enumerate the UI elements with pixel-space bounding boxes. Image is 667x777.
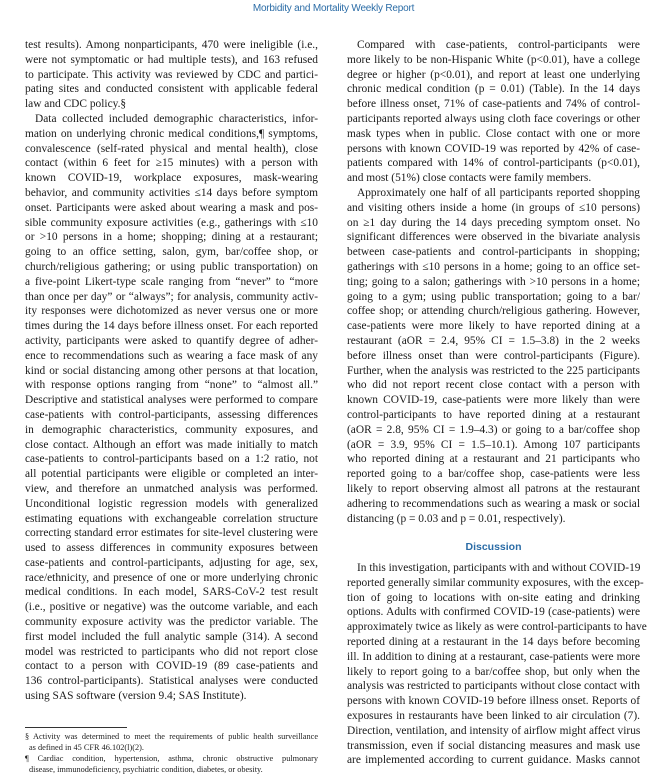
text-line: and visiting others inside a home (in groups of ≤10 persons) — [347, 201, 640, 214]
paragraph — [25, 112, 318, 704]
text-line: church/religious gathering; or using public transportation) on — [25, 260, 318, 273]
text-line: first model included the full analytic sample (314). A second — [25, 630, 318, 643]
text-line: known COVID-19, workplace exposures, mask-wearing — [25, 172, 318, 185]
text-line: Compared with case-patients, control-participants were — [357, 39, 640, 51]
text-line: onset. Participants were asked about wearing a mask and pos- — [25, 201, 318, 214]
text-line: patients compared with 14% of control-participants (p<0.01), — [347, 157, 640, 170]
text-line: ting; going to a salon; gatherings with >10 persons in a home; — [347, 275, 640, 288]
text-line: (aOR = 2.8, 95% CI = 1.9–4.3) or going to a bar/coffee shop — [347, 423, 640, 436]
text-line: degree or higher (p<0.01), and report at least one underlying — [347, 68, 640, 81]
text-line: known COVID-19, case-patients were more likely than were — [347, 394, 640, 407]
text-line: test results). Among nonparticipants, 470 were ineligible (i.e., — [25, 39, 318, 51]
text-line: view, and therefore an unmatched analysis was performed. — [25, 482, 318, 495]
paragraph — [25, 38, 318, 112]
text-line: going to an office setting, salon, gym, bar/coffee shop, or — [25, 246, 318, 259]
text-line: tion of going to locations with on-site eating and drinking — [347, 591, 640, 604]
text-line: adhering to recommendations such as wearing a mask or social — [347, 497, 640, 510]
text-line: on ≥1 day during the 14 days preceding symptom onset. No — [347, 216, 640, 229]
text-line: close contact. Although an effort was made initially to match — [25, 438, 318, 451]
text-line: activity, participants were asked to quantify degree of adher- — [25, 334, 318, 347]
text-line: approximately twice as likely as were control-participants to have — [347, 621, 647, 634]
text-line: and most (51%) close contacts were family members. — [347, 172, 592, 185]
text-line: a five-point Likert-type scale ranging from “never” to “more — [25, 275, 318, 288]
text-line: going to a gym; using public transportation; going to a bar/ — [347, 290, 640, 303]
text-line: than once per day” or “always”; for analysis, community activ- — [25, 290, 318, 303]
text-line: contact (within 6 feet for ≥15 minutes) with a person with — [25, 157, 318, 170]
text-line: control-participants to have reported dining at a restaurant — [347, 408, 640, 421]
text-line: reported going to a bar/coffee shop, case-patients were less — [347, 468, 640, 481]
text-line: persons with known COVID-19 was reported by 42% of case- — [347, 142, 640, 155]
text-line: coffee shop; or attending church/religious gathering. However, — [347, 305, 640, 318]
discussion-section — [347, 561, 647, 768]
text-line: ill. In addition to dining at a restaurant, case-patients were more — [347, 650, 640, 663]
text-line: Direction, ventilation, and intensity of airflow might affect virus — [347, 724, 641, 737]
text-line: correcting standard error estimates for site-level clustering were — [25, 527, 318, 540]
text-line: participants reported always using cloth face coverings or other — [347, 112, 640, 125]
text-line: sible community exposure activities (e.g., gatherings with ≤10 — [25, 216, 318, 229]
text-line: (aOR = 3.9, 95% CI = 1.5–10.1). Among 107 participants — [347, 438, 640, 451]
left-column — [25, 38, 318, 704]
text-line: options. Adults with confirmed COVID-19 (case-patients) were — [347, 606, 640, 619]
text-line: case-patients to control-participants based on a 1:2 ratio, not — [25, 453, 318, 466]
text-line: before illness onset, 71% of case-patients and 74% of control- — [347, 98, 640, 111]
text-line: with response options ranging from “none” to “almost all.” — [25, 379, 318, 392]
text-line: to participate. This activity was reviewed by CDC and partici- — [25, 68, 318, 81]
text-line: law and CDC policy.§ — [25, 98, 127, 111]
text-line: restaurant (aOR = 2.4, 95% CI = 1.5–3.8) in the 2 weeks — [347, 334, 640, 347]
text-line: In this investigation, participants with and without COVID-19 — [357, 562, 641, 574]
text-line: persons with known COVID-19 before illness onset. Reports of — [347, 695, 640, 708]
text-line: times during the 14 days before illness onset. For each reported — [25, 320, 318, 333]
text-line: (i.e., positive or negative) was the outcome variable, and each — [25, 601, 318, 614]
text-line: ence to recommendations such as wearing a face mask of any — [25, 349, 318, 362]
text-line: pating sites and conducted consistent with applicable federal — [25, 83, 318, 96]
text-line: analysis was restricted to participants without close contact with — [347, 680, 640, 693]
text-line: Unconditional logistic regression models with generalized — [25, 497, 318, 510]
text-line: used to assess differences in community exposures between — [25, 542, 318, 555]
text-line: convalescence (self-rated physical and mental health), close — [25, 142, 318, 155]
text-line: or >10 persons in a home; shopping; dining at a restaurant; — [25, 231, 318, 244]
paragraph — [347, 561, 647, 768]
discussion-heading: Discussion — [465, 541, 522, 553]
footnote-section-symbol — [25, 731, 318, 753]
text-line: before illness onset than were control-participants (Figure). — [347, 349, 640, 362]
footnote-line: disease, immunodeficiency, psychiatric condition, diabetes, or obesity. — [29, 765, 263, 774]
text-line: model was restricted to participants who did not report close — [25, 645, 318, 658]
text-line: more likely to be non-Hispanic White (p<0.01), have a college — [347, 53, 640, 66]
journal-header: Morbidity and Mortality Weekly Report — [252, 3, 415, 14]
text-line: all potential participants were eligible or completed an inter- — [25, 468, 318, 481]
text-line: distancing (p = 0.03 and p = 0.01, respectively). — [347, 512, 566, 525]
text-line: chronic medical condition (p = 0.01) (Table). In the 14 days — [347, 83, 640, 96]
text-line: mation on underlying chronic medical conditions,¶ symptoms, — [25, 127, 318, 140]
text-line: estimating equations with exchangeable correlation structure — [25, 512, 318, 525]
text-line: who reported dining at a restaurant and 21 participants who — [347, 453, 640, 466]
text-line: case-patients with control-participants, assessing differences — [25, 408, 318, 421]
footnote-pilcrow — [25, 753, 318, 775]
text-line: case-patients were more likely to have reported dining at a — [347, 320, 640, 333]
text-line: reported dining at a restaurant in the 14 days before becoming — [347, 635, 640, 648]
text-line: Data collected included demographic characteristics, infor- — [35, 112, 318, 125]
text-line: mask types when in public. Close contact with one or more — [347, 127, 640, 140]
text-line: between case-patients and control-participants in shopping; — [347, 246, 640, 259]
right-column — [347, 38, 640, 526]
text-line: exposures in restaurants have been linked to air circulation (7). — [347, 709, 640, 722]
footnote-divider — [25, 727, 127, 728]
text-line: 136 control-participants). Statistical analyses were conducted — [25, 675, 318, 688]
text-line: behavior, and community activities ≤14 days before symptom — [25, 186, 318, 199]
footnote-line: as defined in 45 CFR 46.102(l)(2). — [29, 743, 144, 752]
text-line: kind or social distancing among other persons at that location, — [25, 364, 318, 377]
text-line: who did not report recent close contact with a person with — [347, 379, 640, 392]
text-line: using SAS software (version 9.4; SAS Institute). — [25, 690, 247, 703]
text-line: Further, when the analysis was restricted to the 225 participants — [347, 364, 640, 377]
text-line: community exposure activity was the predictor variable. The — [25, 616, 318, 629]
text-line: contact to a person with COVID-19 (89 case-patients and — [25, 660, 318, 673]
text-line: ity responses were dichotomized as never versus one or more — [25, 305, 318, 318]
text-line: likely to report observing almost all patrons at the restaurant — [347, 482, 640, 495]
text-line: Approximately one half of all participants reported shopping — [357, 186, 640, 199]
text-line: gatherings with ≤10 persons in a home; going to an office set- — [347, 260, 640, 273]
text-line: transmission, even if social distancing measures and mask use — [347, 739, 640, 752]
text-line: case-patients and control-participants, adjusting for age, sex, — [25, 556, 318, 569]
text-line: Descriptive and statistical analyses were performed to compare — [25, 394, 318, 407]
footnote-line: ¶ Cardiac condition, hypertension, asthma, chronic obstructive pulmonary — [25, 754, 318, 763]
text-line: race/ethnicity, and presence of one or more underlying chronic — [25, 571, 318, 584]
text-line: significant differences were observed in the bivariate analysis — [347, 231, 640, 244]
text-line: medical conditions. In each model, SARS-CoV-2 test result — [25, 586, 318, 599]
paragraph — [347, 186, 640, 526]
text-line: reported generally similar community exposures, with the excep- — [347, 576, 644, 589]
paragraph — [347, 38, 640, 186]
text-line: in demographic characteristics, community exposures, and — [25, 423, 318, 436]
text-line: are implemented according to current guidance. Masks cannot — [347, 754, 640, 767]
footnote-line: § Activity was determined to meet the requirements of public health surveillance — [25, 732, 318, 741]
text-line: were not symptomatic or had multiple tests), and 163 refused — [25, 53, 318, 66]
text-line: likely to report going to a bar/coffee shop, but only when the — [347, 665, 640, 678]
